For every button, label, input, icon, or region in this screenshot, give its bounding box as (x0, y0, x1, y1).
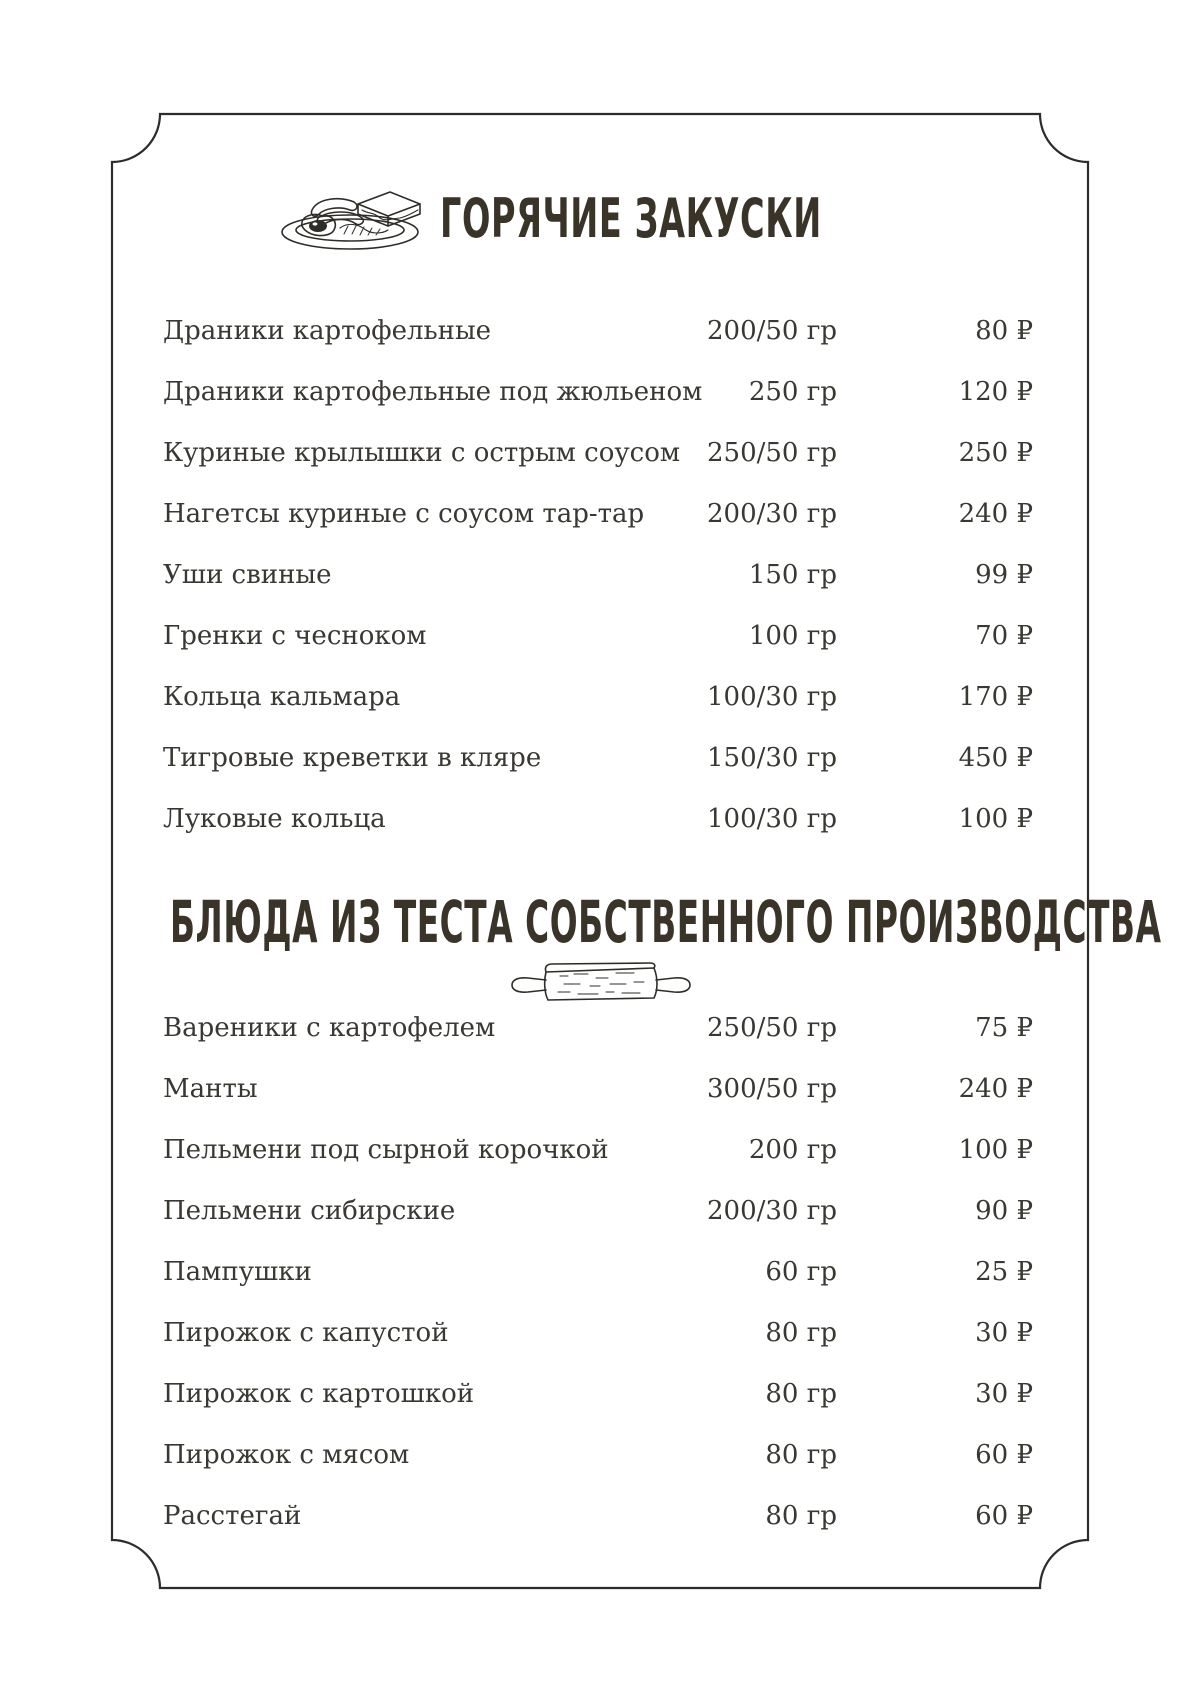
item-weight: 200 гр (748, 1135, 837, 1165)
item-name: Кольца кальмара (163, 682, 401, 712)
item-name: Пирожок с картошкой (163, 1379, 475, 1409)
item-weight: 250 гр (748, 377, 837, 407)
section-title-hot-snacks: ГОРЯЧИЕ ЗАКУСКИ (440, 187, 822, 250)
item-name: Вареники с картофелем (163, 1013, 496, 1043)
item-name: Расстегай (163, 1501, 302, 1531)
menu-item (163, 1005, 1033, 1066)
item-price: 120 ₽ (958, 377, 1033, 407)
menu-item (163, 491, 1033, 552)
item-name: Гренки с чесноком (163, 621, 427, 651)
item-weight: 60 гр (765, 1257, 837, 1287)
rolling-pin-icon (508, 960, 694, 1006)
item-name: Манты (163, 1074, 258, 1104)
item-price: 100 ₽ (958, 1135, 1033, 1165)
item-name: Пельмени под сырной корочкой (163, 1135, 609, 1165)
menu-item (163, 1188, 1033, 1249)
menu-item (163, 430, 1033, 491)
item-weight: 100/30 гр (707, 804, 837, 834)
item-price: 25 ₽ (975, 1257, 1033, 1287)
item-price: 100 ₽ (958, 804, 1033, 834)
menu-item (163, 735, 1033, 796)
item-weight: 80 гр (765, 1440, 837, 1470)
menu-item (163, 1249, 1033, 1310)
menu-item (163, 1127, 1033, 1188)
item-price: 90 ₽ (975, 1196, 1033, 1226)
item-price: 240 ₽ (958, 499, 1033, 529)
item-name: Пельмени сибирские (163, 1196, 456, 1226)
item-weight: 100 гр (748, 621, 837, 651)
menu-item (163, 1432, 1033, 1493)
item-weight: 250/50 гр (707, 1013, 837, 1043)
menu-item (163, 369, 1033, 430)
menu-item (163, 552, 1033, 613)
item-name: Куриные крылышки с острым соусом (163, 438, 681, 468)
item-price: 80 ₽ (975, 316, 1033, 346)
item-price: 60 ₽ (975, 1440, 1033, 1470)
item-weight: 80 гр (765, 1501, 837, 1531)
item-weight: 100/30 гр (707, 682, 837, 712)
item-price: 60 ₽ (975, 1501, 1033, 1531)
item-weight: 250/50 гр (707, 438, 837, 468)
menu-item (163, 308, 1033, 369)
item-name: Драники картофельные под жюльеном (163, 377, 703, 407)
item-weight: 150/30 гр (707, 743, 837, 773)
menu-list-dough-dishes (163, 1005, 1033, 1554)
menu-item (163, 1493, 1033, 1554)
item-price: 30 ₽ (975, 1379, 1033, 1409)
menu-item (163, 674, 1033, 735)
item-price: 70 ₽ (975, 621, 1033, 651)
item-weight: 80 гр (765, 1318, 837, 1348)
menu-list-hot-snacks (163, 308, 1033, 857)
menu-item (163, 796, 1033, 857)
item-weight: 200/30 гр (707, 499, 837, 529)
item-price: 99 ₽ (975, 560, 1033, 590)
item-name: Луковые кольца (163, 804, 386, 834)
menu-item (163, 1066, 1033, 1127)
item-weight: 200/30 гр (707, 1196, 837, 1226)
item-price: 250 ₽ (958, 438, 1033, 468)
menu-item (163, 1371, 1033, 1432)
item-name: Пампушки (163, 1257, 312, 1287)
item-price: 450 ₽ (958, 743, 1033, 773)
item-weight: 300/50 гр (707, 1074, 837, 1104)
item-name: Тигровые креветки в кляре (163, 743, 542, 773)
item-price: 170 ₽ (958, 682, 1033, 712)
item-price: 240 ₽ (958, 1074, 1033, 1104)
item-price: 30 ₽ (975, 1318, 1033, 1348)
item-name: Нагетсы куриные с соусом тар-тар (163, 499, 645, 529)
menu-item (163, 1310, 1033, 1371)
item-weight: 150 гр (748, 560, 837, 590)
menu-item (163, 613, 1033, 674)
section-title-dough-dishes: БЛЮДА ИЗ ТЕСТА СОБСТВЕННОГО ПРОИЗВОДСТВА (170, 888, 1162, 956)
item-name: Драники картофельные (163, 316, 492, 346)
plate-with-fried-egg-sausages-sandwich-icon (278, 188, 428, 260)
item-weight: 80 гр (765, 1379, 837, 1409)
item-weight: 200/50 гр (707, 316, 837, 346)
item-name: Пирожок с капустой (163, 1318, 449, 1348)
item-price: 75 ₽ (975, 1013, 1033, 1043)
item-name: Уши свиные (163, 560, 332, 590)
item-name: Пирожок с мясом (163, 1440, 410, 1470)
